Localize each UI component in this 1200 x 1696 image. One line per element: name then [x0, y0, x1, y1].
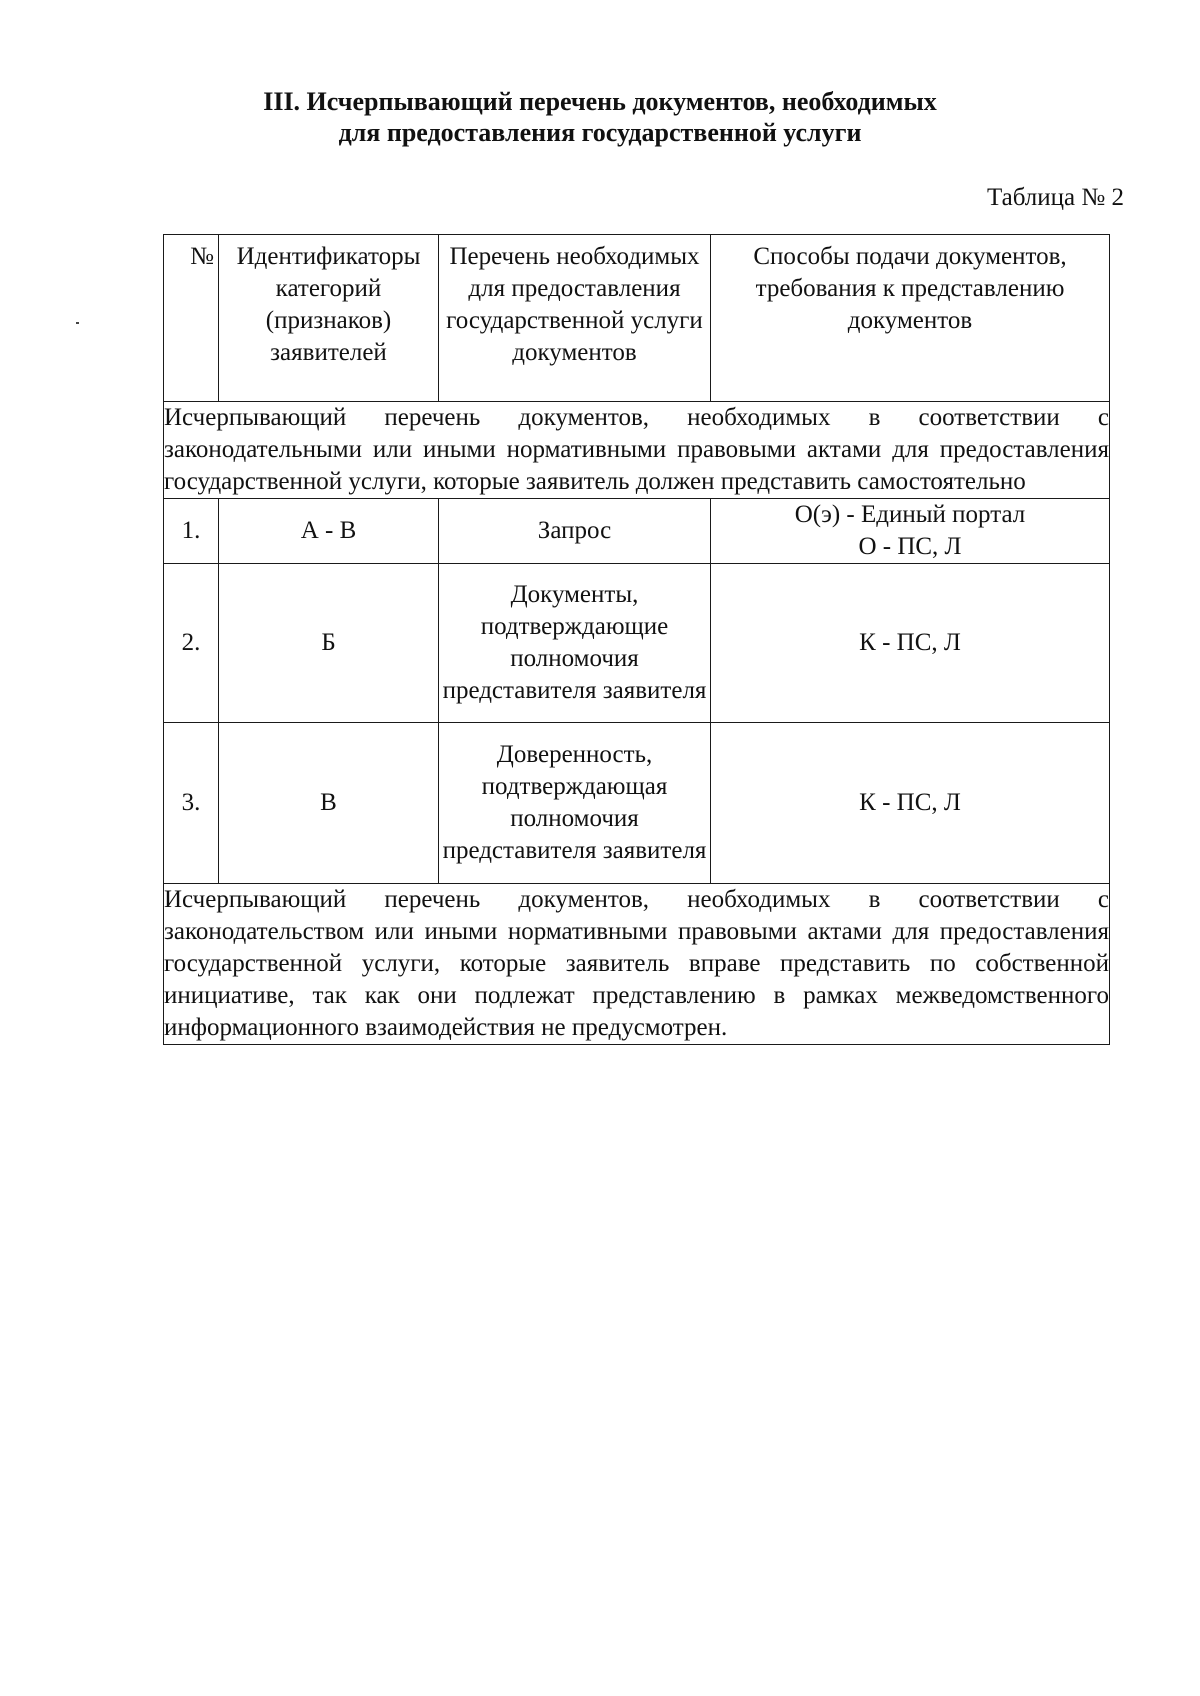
row-document: Доверенность, подтверждающая полномочия представителя заявителя [439, 723, 711, 884]
section-heading-line-1: III. Исчерпывающий перечень документов, необходимых [263, 87, 937, 116]
row-identifiers: В [219, 723, 439, 884]
row-method-line-1: О(э) - Единый портал [794, 501, 1026, 528]
row-identifiers: А - В [219, 499, 439, 564]
section-optional-text: Исчерпывающий перечень документов, необходимых в соответствии с законодательством или иными нормативными правовыми актами для предоставления государственной услуги, которые заявитель вправе представить по собственной инициативе, так как они подлежат представлению в рамках межведомственного информационного взаимодействия не предусмотрен. [164, 884, 1110, 1045]
header-identifiers: Идентификаторы категорий (признаков) заявителей [219, 235, 439, 402]
header-number: № [164, 235, 219, 402]
row-number: 1. [164, 499, 219, 564]
row-method: К - ПС, Л [711, 564, 1110, 723]
table-header-row [164, 235, 1110, 402]
row-method [711, 499, 1110, 564]
row-method: К - ПС, Л [711, 723, 1110, 884]
row-number: 3. [164, 723, 219, 884]
header-methods: Способы подачи документов, требования к представлению документов [711, 235, 1110, 402]
row-document: Документы, подтверждающие полномочия представителя заявителя [439, 564, 711, 723]
section-required-text: Исчерпывающий перечень документов, необходимых в соответствии с законодательными или иными нормативными правовыми актами для предоставления государственной услуги, которые заявитель должен представить самостоятельно [164, 402, 1110, 499]
section-heading-line-2: для предоставления государственной услуги [338, 118, 862, 147]
section-row-optional [164, 884, 1110, 1045]
table-row [164, 564, 1110, 723]
table-caption: Таблица № 2 [986, 184, 1124, 211]
row-method-line-2: О - ПС, Л [858, 533, 962, 560]
row-number: 2. [164, 564, 219, 723]
table-row [164, 499, 1110, 564]
section-heading [0, 86, 1200, 148]
row-document: Запрос [439, 499, 711, 564]
header-documents: Перечень необходимых для предоставления государственной услуги документов [439, 235, 711, 402]
section-row-required [164, 402, 1110, 499]
documents-table [163, 234, 1110, 1045]
scan-speck [76, 322, 79, 324]
table-row [164, 723, 1110, 884]
row-identifiers: Б [219, 564, 439, 723]
